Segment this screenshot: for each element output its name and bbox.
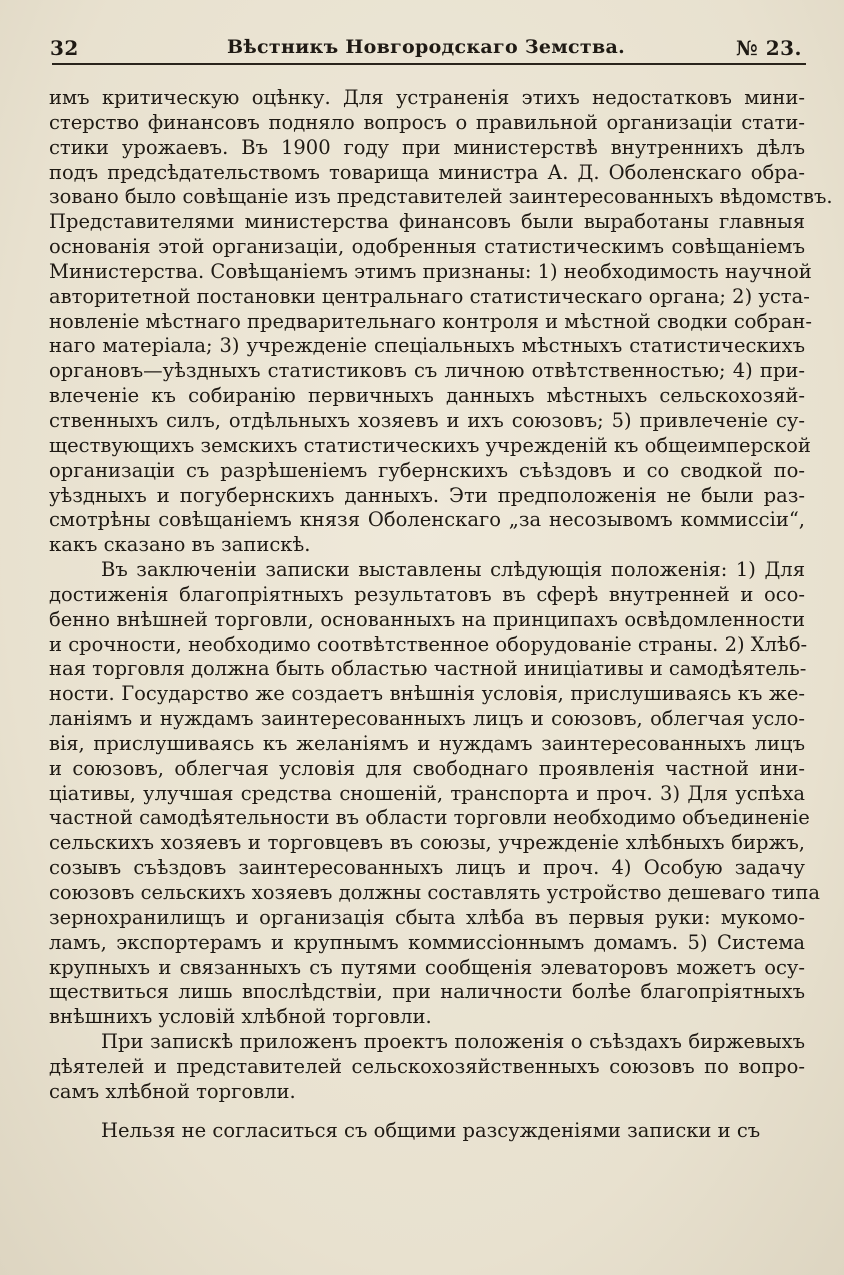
text-line: стики урожаевъ. Въ 1900 году при министерствѣ внутреннихъ дѣлъ (49, 135, 805, 159)
page-header (50, 36, 802, 66)
text-line: внѣшнихъ условій хлѣбной торговли. (49, 1005, 432, 1029)
text-line: основанія этой организаціи, одобренныя статистическимъ совѣщаніемъ (49, 235, 805, 259)
text-line: новленіе мѣстнаго предварительнаго контроля и мѣстной сводки собран- (49, 309, 812, 333)
text-line: ности. Государство же создаетъ внѣшнія условія, прислушиваясь къ же- (49, 682, 805, 706)
text-line: органовъ—уѣздныхъ статистиковъ съ личною отвѣтственностью; 4) при- (49, 359, 805, 383)
text-line: самъ хлѣбной торговли. (49, 1079, 296, 1103)
text-line: ственныхъ силъ, отдѣльныхъ хозяевъ и ихъ союзовъ; 5) привлеченіе су- (49, 408, 805, 432)
text-line: какъ сказано въ запискѣ. (49, 533, 311, 557)
article-body (49, 86, 833, 1143)
text-line: частной самодѣятельности въ области торговли необходимо объединеніе (49, 806, 810, 830)
text-line: ланіямъ и нуждамъ заинтересованныхъ лицъ и союзовъ, облегчая усло- (49, 707, 805, 731)
journal-title: Вѣстникъ Новгородскаго Земства. (226, 36, 626, 58)
text-line: зернохранилищъ и организація сбыта хлѣба въ первыя руки: мукомо- (49, 905, 805, 929)
paragraph-gap (49, 1105, 805, 1119)
text-line: сельскихъ хозяевъ и торговцевъ въ союзы, учрежденіе хлѣбныхъ биржъ, (49, 831, 805, 855)
text-line: Министерства. Совѣщаніемъ этимъ признаны: 1) необходимость научной (49, 259, 812, 283)
paragraph (49, 1119, 805, 1144)
text-line: ществующихъ земскихъ статистическихъ учрежденій къ общеимперской (49, 433, 811, 457)
text-line: подъ предсѣдательствомъ товарища министра А. Д. Оболенскаго обра- (49, 160, 805, 184)
text-line: влеченіе къ собиранію первичныхъ данныхъ мѣстныхъ сельскохозяй- (49, 384, 805, 408)
header-rule (52, 63, 806, 65)
text-line: уѣздныхъ и погубернскихъ данныхъ. Эти предположенія не были раз- (49, 483, 805, 507)
text-line: смотрѣны совѣщаніемъ князя Оболенскаго „за несозывомъ коммиссіи“, (49, 508, 805, 532)
text-line: дѣятелей и представителей сельскохозяйственныхъ союзовъ по вопро- (49, 1054, 805, 1078)
paragraph (49, 558, 821, 1030)
text-line: союзовъ сельскихъ хозяевъ должны составлять устройство дешеваго типа (49, 881, 821, 904)
text-line: Представителями министерства финансовъ были выработаны главныя (49, 210, 805, 234)
text-line: и союзовъ, облегчая условія для свободнаго проявленія частной ини- (49, 756, 805, 780)
text-line: ная торговля должна быть областью частной иниціативы и самодѣятель- (49, 657, 807, 681)
text-line: наго матеріала; 3) учрежденіе спеціальныхъ мѣстныхъ статистическихъ (49, 334, 805, 358)
text-line: вія, прислушиваясь къ желаніямъ и нуждамъ заинтересованныхъ лицъ (49, 731, 805, 755)
text-line: организаціи съ разрѣшеніемъ губернскихъ съѣздовъ и со сводкой по- (49, 458, 805, 482)
text-line: крупныхъ и связанныхъ съ путями сообщенія элеваторовъ можетъ осу- (49, 955, 805, 979)
text-line: авторитетной постановки центральнаго статистическаго органа; 2) уста- (49, 284, 810, 308)
paragraph (49, 86, 833, 558)
text-line: При запискѣ приложенъ проектъ положенія о съѣздахъ биржевыхъ (101, 1030, 805, 1054)
text-line: созывъ съѣздовъ заинтересованныхъ лицъ и проч. 4) Особую задачу (49, 856, 805, 880)
paragraph (49, 1030, 805, 1105)
text-line: стерство финансовъ подняло вопросъ о правильной организаціи стати- (49, 110, 805, 134)
page-number: 32 (50, 36, 79, 60)
issue-number: № 23. (736, 36, 802, 60)
text-line: бенно внѣшней торговли, основанныхъ на принципахъ освѣдомленности (49, 607, 805, 631)
text-line: Нельзя не согласиться съ общими разсужденіями записки и съ (101, 1118, 761, 1142)
text-line: Въ заключеніи записки выставлены слѣдующія положенія: 1) Для (101, 558, 805, 582)
text-line: ществиться лишь впослѣдствіи, при наличности болѣе благопріятныхъ (49, 980, 805, 1004)
text-line: ламъ, экспортерамъ и крупнымъ коммиссіоннымъ домамъ. 5) Система (49, 930, 805, 954)
text-line: зовано было совѣщаніе изъ представителей заинтересованныхъ вѣдомствъ. (49, 185, 833, 209)
text-line: и срочности, необходимо соотвѣтственное оборудованіе страны. 2) Хлѣб- (49, 632, 808, 656)
text-line: имъ критическую оцѣнку. Для устраненія этихъ недостатковъ мини- (49, 86, 805, 109)
text-line: достиженія благопріятныхъ результатовъ въ сферѣ внутренней и осо- (49, 582, 805, 606)
text-line: ціативы, улучшая средства сношеній, транспорта и проч. 3) Для успѣха (49, 781, 805, 805)
